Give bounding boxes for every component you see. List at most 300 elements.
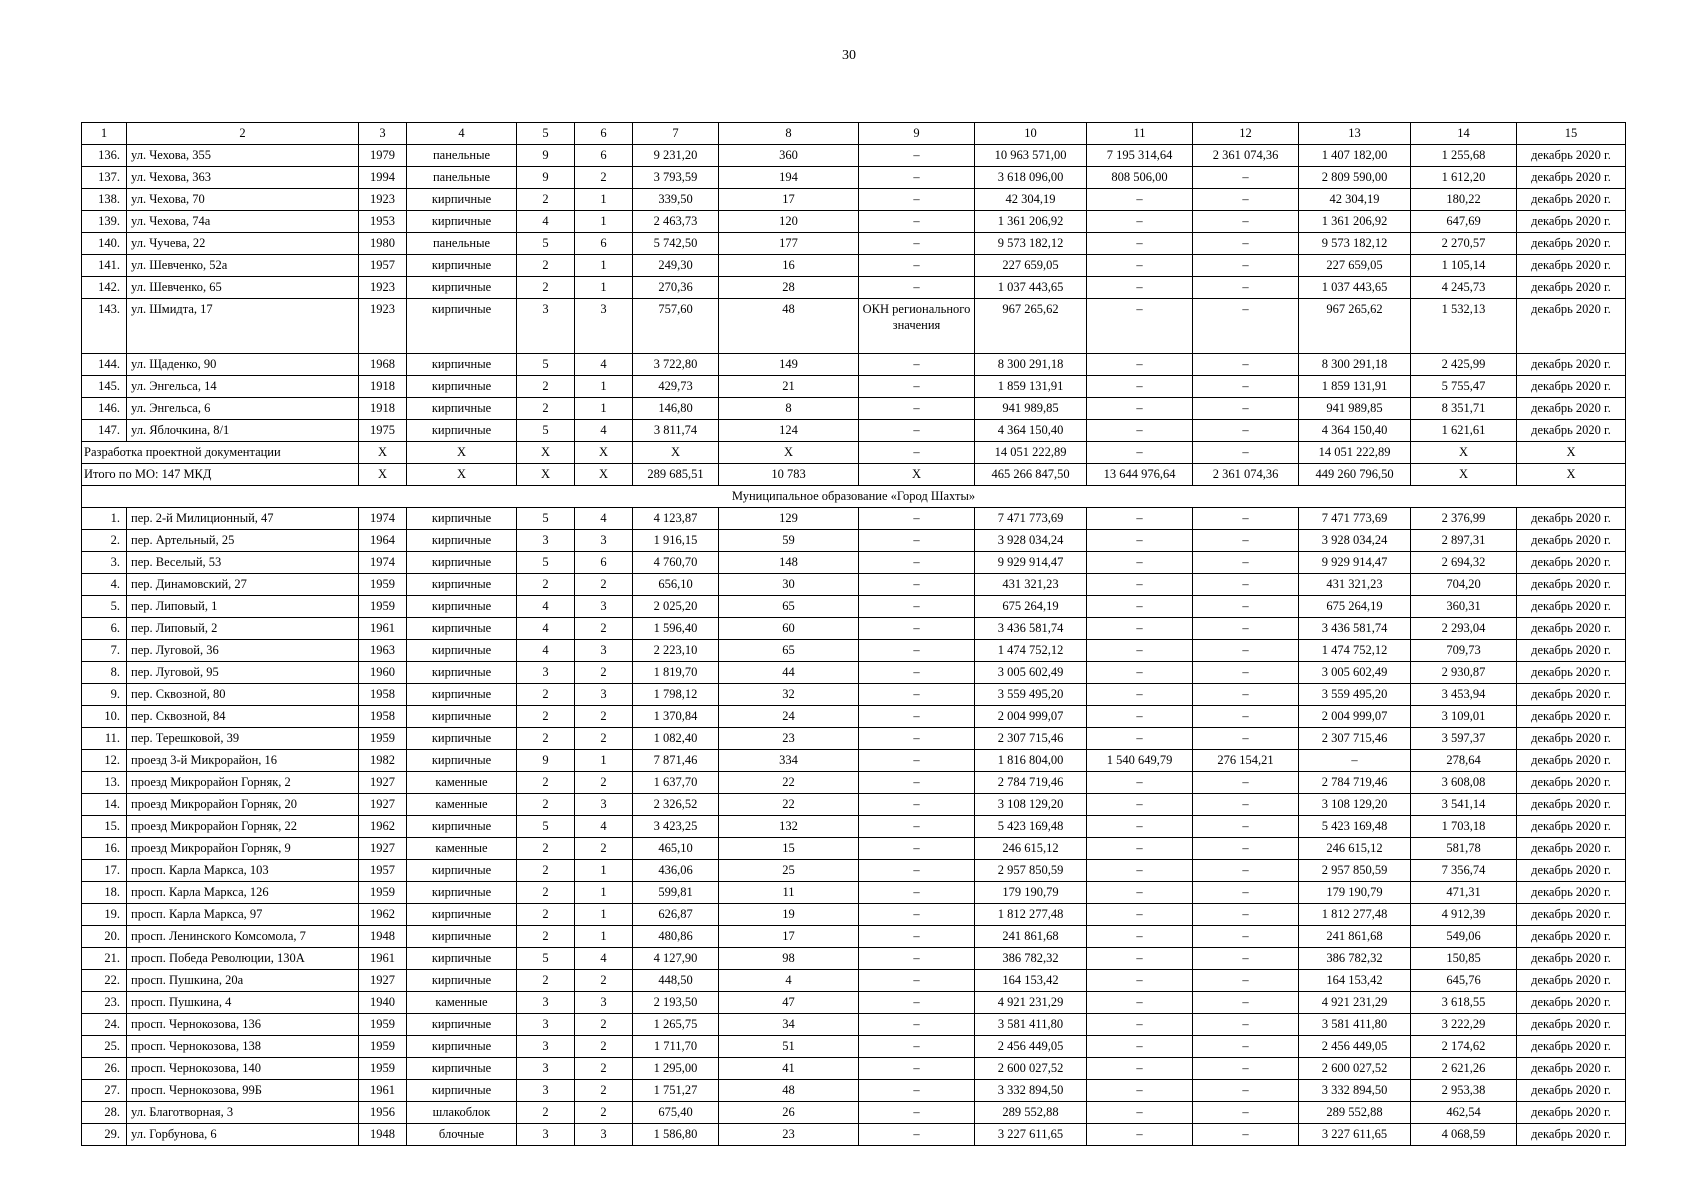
- table-cell: 3: [517, 1080, 575, 1102]
- table-cell: Х: [719, 442, 859, 464]
- table-cell: Х: [575, 464, 633, 486]
- table-row: [82, 596, 1626, 618]
- table-cell: 1927: [359, 794, 407, 816]
- table-cell: 4: [517, 211, 575, 233]
- table-cell: 3: [575, 992, 633, 1014]
- table-cell: 339,50: [633, 189, 719, 211]
- table-row: [82, 1124, 1626, 1146]
- table-cell: 1980: [359, 233, 407, 255]
- table-cell: 4 245,73: [1411, 277, 1517, 299]
- table-cell: 2 326,52: [633, 794, 719, 816]
- table-cell: –: [1087, 926, 1193, 948]
- table-cell: 1: [575, 211, 633, 233]
- table-cell: –: [859, 145, 975, 167]
- table-cell: 3 436 581,74: [1299, 618, 1411, 640]
- table-row: [82, 233, 1626, 255]
- table-cell: 1923: [359, 299, 407, 354]
- table-cell: 1961: [359, 948, 407, 970]
- table-row: [82, 728, 1626, 750]
- table-cell: 1 859 131,91: [975, 376, 1087, 398]
- table-cell: 3 581 411,80: [975, 1014, 1087, 1036]
- table-cell: кирпичные: [407, 640, 517, 662]
- address-cell: просп. Карла Маркса, 97: [127, 904, 359, 926]
- table-cell: декабрь 2020 г.: [1517, 882, 1626, 904]
- table-row: [82, 904, 1626, 926]
- table-cell: 675,40: [633, 1102, 719, 1124]
- table-cell: 1927: [359, 838, 407, 860]
- table-cell: кирпичные: [407, 299, 517, 354]
- housing-repair-table: [81, 122, 1626, 1146]
- table-cell: –: [859, 662, 975, 684]
- table-cell: –: [859, 1036, 975, 1058]
- table-cell: 18.: [82, 882, 127, 904]
- table-cell: 19.: [82, 904, 127, 926]
- table-cell: 24.: [82, 1014, 127, 1036]
- table-row: [82, 299, 1626, 354]
- table-cell: 2: [575, 167, 633, 189]
- table-cell: –: [1193, 970, 1299, 992]
- table-cell: 3: [517, 1058, 575, 1080]
- table-cell: декабрь 2020 г.: [1517, 1036, 1626, 1058]
- table-cell: –: [1193, 1124, 1299, 1146]
- table-cell: 42 304,19: [975, 189, 1087, 211]
- table-cell: –: [859, 1080, 975, 1102]
- table-cell: 2 361 074,36: [1193, 464, 1299, 486]
- table-cell: Х: [407, 464, 517, 486]
- table-cell: –: [859, 508, 975, 530]
- table-cell: 1: [575, 750, 633, 772]
- table-cell: кирпичные: [407, 508, 517, 530]
- table-cell: 704,20: [1411, 574, 1517, 596]
- table-cell: 2: [575, 1036, 633, 1058]
- table-cell: 1 916,15: [633, 530, 719, 552]
- table-cell: 3: [575, 640, 633, 662]
- table-cell: –: [1087, 233, 1193, 255]
- table-cell: 143.: [82, 299, 127, 354]
- column-number-header: 8: [719, 123, 859, 145]
- table-cell: –: [859, 860, 975, 882]
- table-cell: 2 621,26: [1411, 1058, 1517, 1080]
- table-cell: 1974: [359, 508, 407, 530]
- table-cell: каменные: [407, 794, 517, 816]
- header-row: [82, 123, 1626, 145]
- table-cell: 3: [517, 1036, 575, 1058]
- table-cell: –: [1193, 1058, 1299, 1080]
- table-cell: –: [1193, 1014, 1299, 1036]
- address-cell: пер. Луговой, 95: [127, 662, 359, 684]
- table-cell: –: [1087, 662, 1193, 684]
- table-cell: 5 423 169,48: [975, 816, 1087, 838]
- table-cell: –: [1193, 706, 1299, 728]
- table-cell: 5 742,50: [633, 233, 719, 255]
- table-cell: 24: [719, 706, 859, 728]
- table-cell: 1 037 443,65: [1299, 277, 1411, 299]
- table-cell: 2: [575, 838, 633, 860]
- table-cell: –: [859, 618, 975, 640]
- table-cell: 3: [517, 1014, 575, 1036]
- table-cell: –: [1087, 684, 1193, 706]
- table-cell: 2 694,32: [1411, 552, 1517, 574]
- table-cell: 1 637,70: [633, 772, 719, 794]
- table-cell: 1923: [359, 189, 407, 211]
- table-cell: 3: [517, 662, 575, 684]
- table-cell: 3: [517, 530, 575, 552]
- table-cell: –: [859, 167, 975, 189]
- table-cell: –: [859, 948, 975, 970]
- table-cell: 967 265,62: [975, 299, 1087, 354]
- table-cell: 647,69: [1411, 211, 1517, 233]
- address-cell: ул. Шевченко, 65: [127, 277, 359, 299]
- table-cell: 360: [719, 145, 859, 167]
- table-cell: –: [1087, 794, 1193, 816]
- table-cell: кирпичные: [407, 728, 517, 750]
- table-cell: каменные: [407, 992, 517, 1014]
- table-row: [82, 772, 1626, 794]
- table-cell: –: [859, 530, 975, 552]
- address-cell: пер. Липовый, 1: [127, 596, 359, 618]
- table-cell: –: [1087, 860, 1193, 882]
- table-cell: 2 293,04: [1411, 618, 1517, 640]
- table-cell: 21: [719, 376, 859, 398]
- table-cell: 462,54: [1411, 1102, 1517, 1124]
- table-cell: –: [1087, 574, 1193, 596]
- table-cell: каменные: [407, 772, 517, 794]
- table-row: [82, 574, 1626, 596]
- table-cell: 9: [517, 145, 575, 167]
- table-cell: 9 231,20: [633, 145, 719, 167]
- table-cell: 26.: [82, 1058, 127, 1080]
- table-cell: 9: [517, 167, 575, 189]
- table-cell: –: [1193, 684, 1299, 706]
- table-cell: 4 068,59: [1411, 1124, 1517, 1146]
- table-cell: –: [1087, 552, 1193, 574]
- table-cell: 1961: [359, 1080, 407, 1102]
- table-cell: 8 300 291,18: [975, 354, 1087, 376]
- table-cell: 2: [517, 255, 575, 277]
- table-cell: 1 812 277,48: [975, 904, 1087, 926]
- table-cell: 3 108 129,20: [975, 794, 1087, 816]
- table-cell: 98: [719, 948, 859, 970]
- table-cell: Х: [359, 464, 407, 486]
- table-cell: 2: [575, 970, 633, 992]
- table-cell: 1 540 649,79: [1087, 750, 1193, 772]
- table-cell: 3: [575, 530, 633, 552]
- table-cell: –: [859, 904, 975, 926]
- table-cell: 1940: [359, 992, 407, 1014]
- table-cell: 2 784 719,46: [1299, 772, 1411, 794]
- table-cell: –: [1193, 882, 1299, 904]
- table-cell: 10 783: [719, 464, 859, 486]
- table-cell: 1979: [359, 145, 407, 167]
- table-cell: 5: [517, 233, 575, 255]
- table-cell: –: [1193, 904, 1299, 926]
- table-cell: 132: [719, 816, 859, 838]
- table-cell: 1918: [359, 376, 407, 398]
- table-cell: 289 685,51: [633, 464, 719, 486]
- table-cell: 9: [517, 750, 575, 772]
- table-cell: 941 989,85: [1299, 398, 1411, 420]
- table-cell: 9 929 914,47: [1299, 552, 1411, 574]
- table-cell: 3 005 602,49: [1299, 662, 1411, 684]
- table-cell: 1 105,14: [1411, 255, 1517, 277]
- table-cell: 2: [517, 398, 575, 420]
- table-cell: 148: [719, 552, 859, 574]
- table-cell: –: [1087, 277, 1193, 299]
- table-cell: 431 321,23: [1299, 574, 1411, 596]
- table-cell: панельные: [407, 145, 517, 167]
- table-row: [82, 1080, 1626, 1102]
- table-cell: кирпичные: [407, 684, 517, 706]
- column-number-header: 2: [127, 123, 359, 145]
- table-cell: 2 897,31: [1411, 530, 1517, 552]
- table-cell: 6: [575, 145, 633, 167]
- table-cell: 6: [575, 233, 633, 255]
- table-cell: кирпичные: [407, 1014, 517, 1036]
- address-cell: проезд 3-й Микрорайон, 16: [127, 750, 359, 772]
- table-cell: –: [859, 1014, 975, 1036]
- table-cell: –: [1087, 904, 1193, 926]
- table-cell: 60: [719, 618, 859, 640]
- table-cell: 1953: [359, 211, 407, 233]
- table-cell: 656,10: [633, 574, 719, 596]
- table-cell: 3.: [82, 552, 127, 574]
- table-cell: кирпичные: [407, 1058, 517, 1080]
- table-cell: 34: [719, 1014, 859, 1036]
- table-cell: –: [1193, 354, 1299, 376]
- table-cell: 480,86: [633, 926, 719, 948]
- table-cell: 1961: [359, 618, 407, 640]
- table-cell: 3 608,08: [1411, 772, 1517, 794]
- table-cell: 2 957 850,59: [975, 860, 1087, 882]
- table-cell: 2 425,99: [1411, 354, 1517, 376]
- column-number-header: 5: [517, 123, 575, 145]
- table-cell: 5: [517, 552, 575, 574]
- table-cell: 1 751,27: [633, 1080, 719, 1102]
- table-cell: –: [1087, 1080, 1193, 1102]
- table-cell: 2: [517, 904, 575, 926]
- table-cell: 1982: [359, 750, 407, 772]
- table-cell: кирпичные: [407, 376, 517, 398]
- table-cell: 147.: [82, 420, 127, 442]
- table-cell: 8 300 291,18: [1299, 354, 1411, 376]
- section-row: [82, 486, 1626, 508]
- table-row: [82, 255, 1626, 277]
- table-cell: 757,60: [633, 299, 719, 354]
- address-cell: проезд Микрорайон Горняк, 20: [127, 794, 359, 816]
- table-cell: 11: [719, 882, 859, 904]
- table-cell: 17: [719, 926, 859, 948]
- total-row: [82, 464, 1626, 486]
- table-cell: ОКН регионального значения: [859, 299, 975, 354]
- table-cell: 141.: [82, 255, 127, 277]
- table-cell: 431 321,23: [975, 574, 1087, 596]
- table-cell: 4: [575, 508, 633, 530]
- table-cell: 2: [575, 772, 633, 794]
- table-cell: 3 109,01: [1411, 706, 1517, 728]
- table-cell: 179 190,79: [1299, 882, 1411, 904]
- table-cell: декабрь 2020 г.: [1517, 640, 1626, 662]
- table-cell: декабрь 2020 г.: [1517, 1058, 1626, 1080]
- table-row: [82, 706, 1626, 728]
- table-cell: 149: [719, 354, 859, 376]
- table-cell: 23: [719, 728, 859, 750]
- table-cell: 3 618,55: [1411, 992, 1517, 1014]
- table-cell: 1 812 277,48: [1299, 904, 1411, 926]
- table-cell: 2 361 074,36: [1193, 145, 1299, 167]
- table-cell: –: [1087, 508, 1193, 530]
- table-cell: 164 153,42: [975, 970, 1087, 992]
- table-cell: 42 304,19: [1299, 189, 1411, 211]
- table-cell: 249,30: [633, 255, 719, 277]
- table-cell: декабрь 2020 г.: [1517, 376, 1626, 398]
- table-cell: 138.: [82, 189, 127, 211]
- table-cell: –: [1087, 354, 1193, 376]
- table-cell: 1923: [359, 277, 407, 299]
- table-cell: –: [1299, 750, 1411, 772]
- table-cell: 1974: [359, 552, 407, 574]
- address-cell: ул. Благотворная, 3: [127, 1102, 359, 1124]
- table-row: [82, 530, 1626, 552]
- table-cell: 1948: [359, 1124, 407, 1146]
- table-cell: декабрь 2020 г.: [1517, 926, 1626, 948]
- table-cell: 16: [719, 255, 859, 277]
- table-cell: 17: [719, 189, 859, 211]
- table-row: [82, 816, 1626, 838]
- address-cell: просп. Карла Маркса, 126: [127, 882, 359, 904]
- table-cell: декабрь 2020 г.: [1517, 948, 1626, 970]
- table-cell: –: [1087, 442, 1193, 464]
- table-cell: 23.: [82, 992, 127, 1014]
- table-cell: 5 755,47: [1411, 376, 1517, 398]
- table-cell: кирпичные: [407, 1036, 517, 1058]
- table-cell: –: [1193, 552, 1299, 574]
- table-cell: 2: [575, 662, 633, 684]
- table-cell: 2 223,10: [633, 640, 719, 662]
- table-cell: 1 819,70: [633, 662, 719, 684]
- table-cell: 3: [575, 299, 633, 354]
- table-cell: –: [1193, 662, 1299, 684]
- table-cell: кирпичные: [407, 904, 517, 926]
- address-cell: просп. Чернокозова, 140: [127, 1058, 359, 1080]
- table-row: [82, 838, 1626, 860]
- table-cell: 10.: [82, 706, 127, 728]
- table-cell: 465,10: [633, 838, 719, 860]
- table-cell: декабрь 2020 г.: [1517, 816, 1626, 838]
- table-cell: декабрь 2020 г.: [1517, 596, 1626, 618]
- table-cell: 1: [575, 882, 633, 904]
- table-cell: –: [1087, 1102, 1193, 1124]
- table-cell: –: [1193, 728, 1299, 750]
- address-cell: пер. Сквозной, 80: [127, 684, 359, 706]
- table-cell: 1 370,84: [633, 706, 719, 728]
- table-cell: 2: [517, 838, 575, 860]
- table-cell: –: [859, 277, 975, 299]
- table-cell: 1959: [359, 574, 407, 596]
- table-cell: –: [1193, 189, 1299, 211]
- table-cell: 145.: [82, 376, 127, 398]
- table-cell: 4 921 231,29: [975, 992, 1087, 1014]
- table-cell: 1958: [359, 684, 407, 706]
- table-cell: –: [859, 992, 975, 1014]
- table-cell: 4: [517, 618, 575, 640]
- table-cell: кирпичные: [407, 574, 517, 596]
- table-cell: 4: [719, 970, 859, 992]
- table-cell: декабрь 2020 г.: [1517, 574, 1626, 596]
- table-cell: 2 456 449,05: [1299, 1036, 1411, 1058]
- table-cell: 2: [517, 574, 575, 596]
- table-cell: –: [859, 816, 975, 838]
- table-cell: –: [1087, 596, 1193, 618]
- table-cell: 1957: [359, 255, 407, 277]
- table-cell: 22.: [82, 970, 127, 992]
- address-cell: пер. Терешковой, 39: [127, 728, 359, 750]
- table-cell: 3 436 581,74: [975, 618, 1087, 640]
- table-cell: 14 051 222,89: [1299, 442, 1411, 464]
- table-cell: Х: [633, 442, 719, 464]
- table-cell: Х: [575, 442, 633, 464]
- column-number-header: 11: [1087, 123, 1193, 145]
- table-cell: кирпичные: [407, 277, 517, 299]
- table-cell: –: [1193, 1080, 1299, 1102]
- table-row: [82, 860, 1626, 882]
- table-cell: 194: [719, 167, 859, 189]
- table-cell: –: [1087, 398, 1193, 420]
- table-cell: 19: [719, 904, 859, 926]
- table-cell: –: [859, 211, 975, 233]
- table-cell: –: [859, 772, 975, 794]
- table-cell: –: [1193, 167, 1299, 189]
- table-cell: 1 265,75: [633, 1014, 719, 1036]
- table-cell: 65: [719, 596, 859, 618]
- table-cell: 13.: [82, 772, 127, 794]
- address-cell: просп. Чернокозова, 136: [127, 1014, 359, 1036]
- table-cell: 144.: [82, 354, 127, 376]
- table-cell: блочные: [407, 1124, 517, 1146]
- table-cell: 164 153,42: [1299, 970, 1411, 992]
- table-cell: 1968: [359, 354, 407, 376]
- table-cell: –: [1193, 398, 1299, 420]
- table-cell: 3 108 129,20: [1299, 794, 1411, 816]
- table-cell: 3 722,80: [633, 354, 719, 376]
- table-cell: –: [1087, 1036, 1193, 1058]
- table-cell: –: [859, 640, 975, 662]
- table-cell: –: [1087, 882, 1193, 904]
- table-cell: –: [1193, 574, 1299, 596]
- table-row: [82, 354, 1626, 376]
- table-cell: кирпичные: [407, 706, 517, 728]
- table-cell: декабрь 2020 г.: [1517, 970, 1626, 992]
- table-cell: 2: [575, 706, 633, 728]
- summary-label: Разработка проектной документации: [82, 442, 359, 464]
- table-cell: 21.: [82, 948, 127, 970]
- table-cell: 7 195 314,64: [1087, 145, 1193, 167]
- table-cell: 2 600 027,52: [975, 1058, 1087, 1080]
- table-cell: –: [1193, 233, 1299, 255]
- table-cell: декабрь 2020 г.: [1517, 1080, 1626, 1102]
- table-cell: 4 127,90: [633, 948, 719, 970]
- table-cell: декабрь 2020 г.: [1517, 838, 1626, 860]
- table-cell: –: [859, 882, 975, 904]
- table-cell: 227 659,05: [975, 255, 1087, 277]
- table-cell: 5: [517, 508, 575, 530]
- table-cell: шлакоблок: [407, 1102, 517, 1124]
- table-cell: –: [859, 574, 975, 596]
- table-cell: Х: [1517, 442, 1626, 464]
- table-cell: декабрь 2020 г.: [1517, 706, 1626, 728]
- table-cell: 3: [575, 1124, 633, 1146]
- address-cell: ул. Шевченко, 52а: [127, 255, 359, 277]
- table-cell: 3 423,25: [633, 816, 719, 838]
